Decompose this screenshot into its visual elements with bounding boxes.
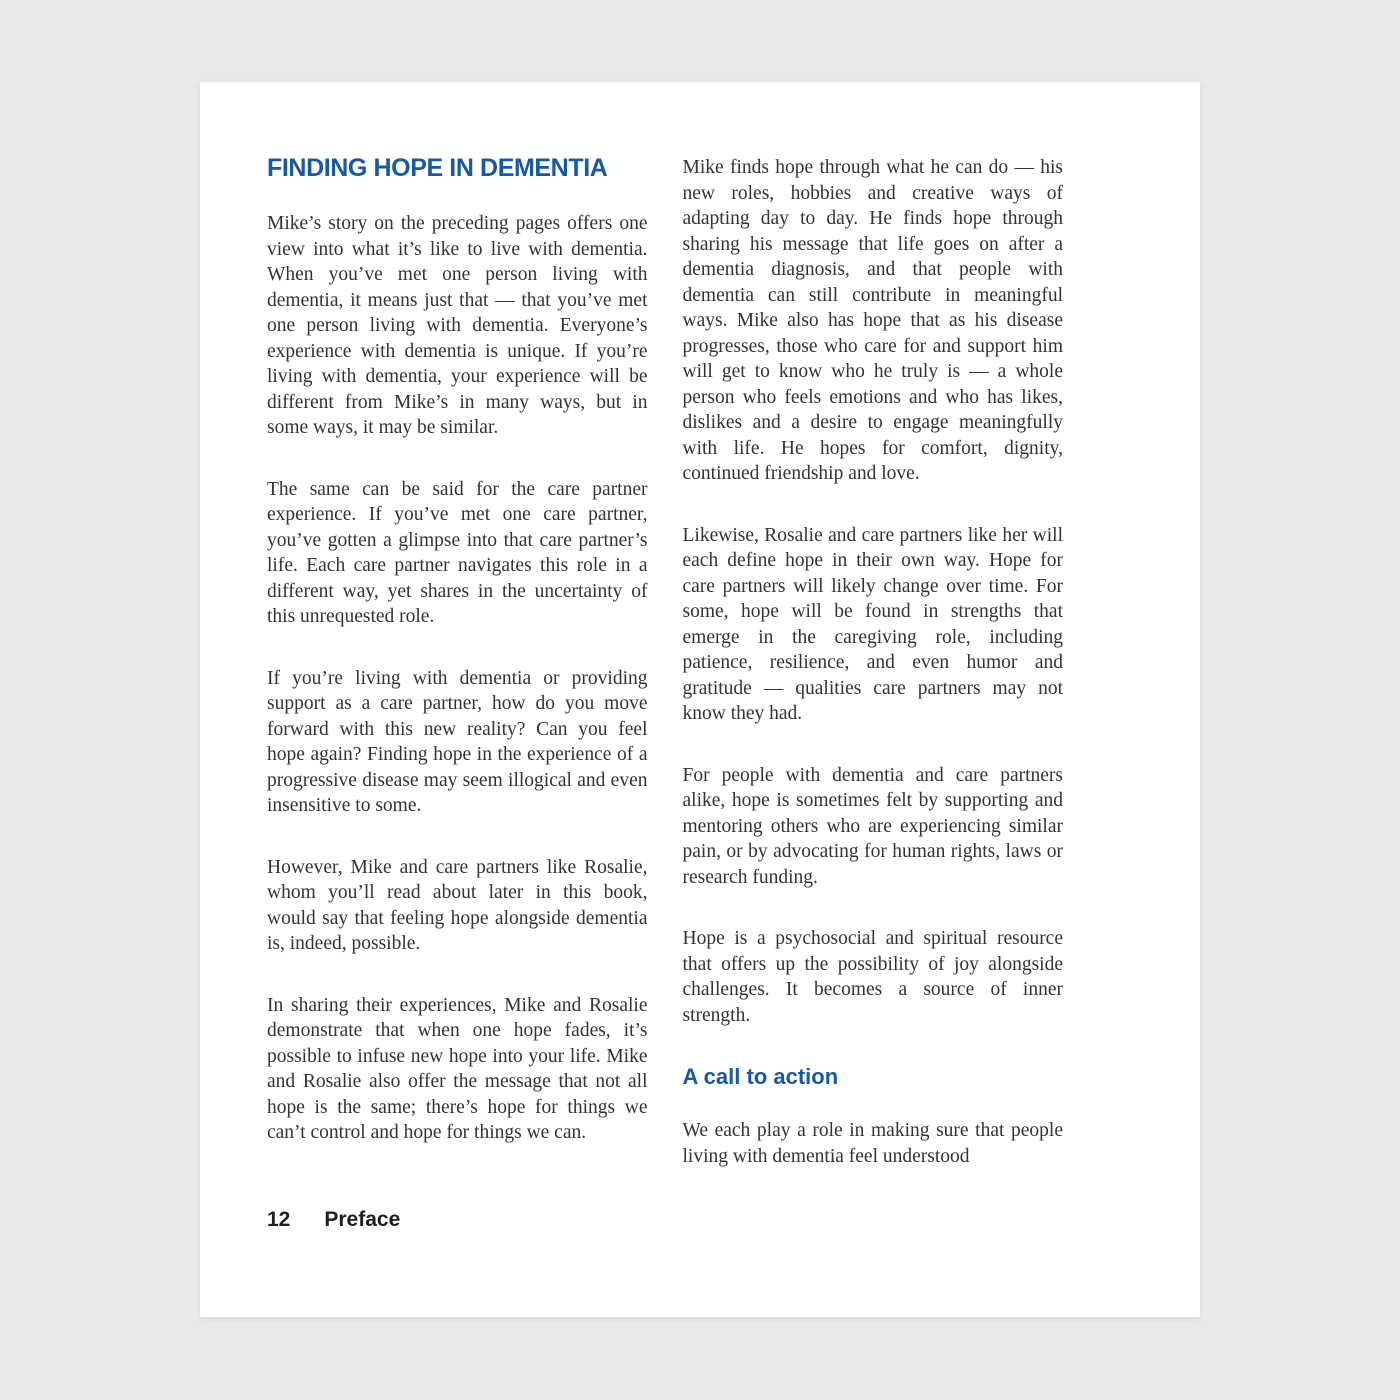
page-content [200, 82, 1200, 1205]
book-page [200, 82, 1200, 1317]
paragraph-left-3: If you’re living with dementia or providing support as a care partner, how do you move forward with this new reality? Can you feel hope again? Finding hope in the experience of a progressive disease may seem illogical and even insensitive to some. [267, 667, 648, 816]
paragraph-right-2: Likewise, Rosalie and care partners like her will each define hope in their own way. Hope for care partners will likely change over time. For some, hope will be found in strengths that emerge in the caregiving role, including patience, resilience, and even humor and gratitude — qualities care partners may not know they had. [682, 524, 1063, 724]
paragraph-right-1: Mike finds hope through what he can do — his new roles, hobbies and creative ways of adapting day to day. He finds hope through sharing his message that life goes on after a dementia diagnosis, and that people with dementia can still contribute in meaningful ways. Mike also has hope that as his disease progresses, those who care for and support him will get to know who he truly is — a whole person who feels emotions and who has likes, dislikes and a desire to engage meaningfully with life. He hopes for comfort, dignity, continued friendship and love. [682, 157, 1063, 484]
left-column [267, 155, 648, 1205]
paragraph-left-2: The same can be said for the care partner experience. If you’ve met one care partner, you’ve gotten a glimpse into that care partner’s life. Each care partner navigates this role in a different way, yet shares in the uncertainty of this unrequested role. [267, 478, 648, 627]
paragraph-right-5: We each play a role in making sure that people living with dementia feel understood [682, 1120, 1063, 1167]
page-number: 12 [267, 1208, 291, 1231]
paragraph-left-4: However, Mike and care partners like Rosalie, whom you’ll read about later in this book, would say that feeling hope alongside dementia is, indeed, possible. [267, 856, 648, 954]
footer-section-label: Preface [324, 1208, 401, 1231]
subsection-heading: A call to action [682, 1064, 839, 1089]
page-footer [267, 1208, 400, 1232]
section-heading: FINDING HOPE IN DEMENTIA [267, 154, 608, 182]
paragraph-left-1: Mike’s story on the preceding pages offers one view into what it’s like to live with dementia. When you’ve met one person living with dementia, it means just that — that you’ve met one person living with dementia. Everyone’s experience with dementia is unique. If you’re living with dementia, your experience will be different from Mike’s in many ways, but in some ways, it may be similar. [267, 213, 648, 438]
paragraph-left-5: In sharing their experiences, Mike and Rosalie demonstrate that when one hope fades, it’s possible to infuse new hope into your life. Mike and Rosalie also offer the message that not all hope is the same; there’s hope for things we can’t control and hope for things we can. [267, 994, 648, 1143]
right-column [683, 155, 1064, 1205]
paragraph-right-4: Hope is a psychosocial and spiritual resource that offers up the possibility of joy alongside challenges. It becomes a source of inner strength. [682, 928, 1063, 1026]
paragraph-right-3: For people with dementia and care partners alike, hope is sometimes felt by supporting and mentoring others who are experiencing similar pain, or by advocating for human rights, laws or research funding. [682, 764, 1063, 888]
